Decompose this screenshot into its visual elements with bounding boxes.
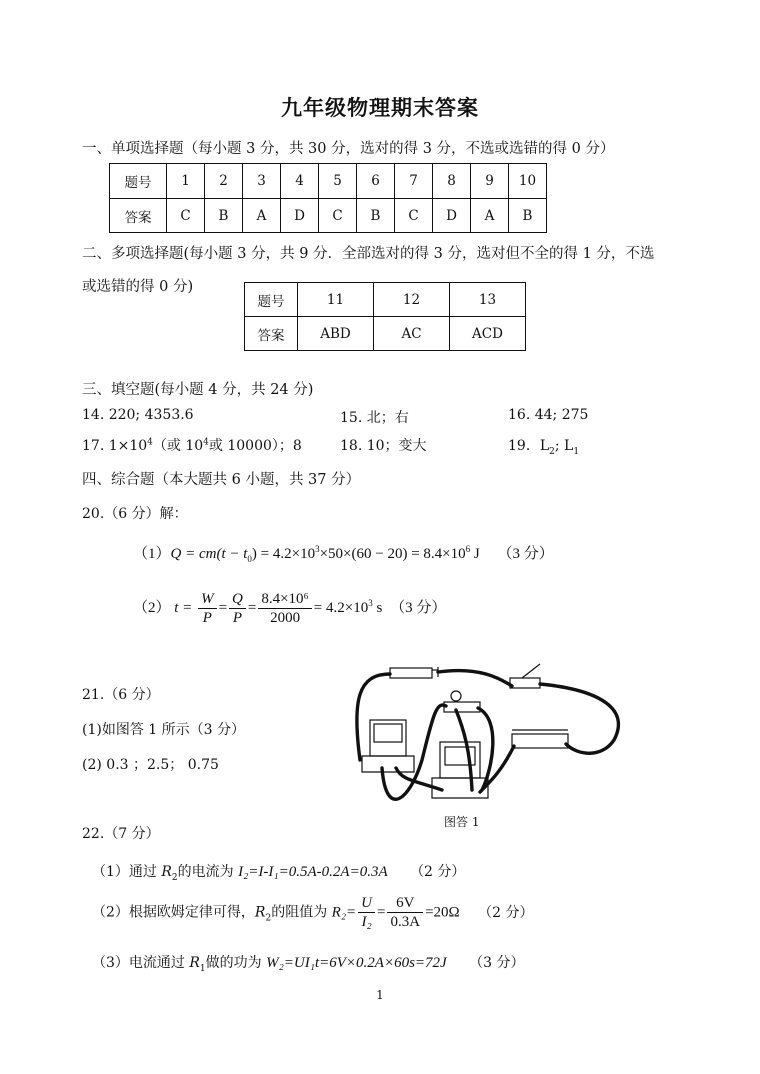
- formula-part: t =: [174, 599, 193, 616]
- q19-subscript: 1: [573, 446, 580, 457]
- table-row: [110, 164, 547, 199]
- formula-part: =20Ω: [425, 904, 460, 921]
- step-number: （1）: [133, 546, 171, 562]
- table-row: [110, 199, 547, 233]
- question-number-cell: 12: [374, 283, 450, 317]
- q21-part1: (1)如图答 1 所示（3 分）: [82, 722, 245, 738]
- section3-heading: 三、填空题(每小题 4 分，共 24 分): [82, 382, 314, 398]
- fraction-numerator: 6V: [387, 894, 423, 913]
- fraction: [387, 894, 423, 931]
- question-number-cell: 4: [281, 164, 319, 199]
- answer-cell: D: [433, 199, 471, 233]
- formula-part: ×50×(60 − 20) = 8.4×10: [319, 546, 466, 562]
- score-note: （3 分）: [497, 546, 554, 562]
- fraction: [198, 590, 217, 627]
- question-number-cell: 3: [243, 164, 281, 199]
- question-number-cell: 9: [471, 164, 509, 199]
- q20-label: 20.（6 分）解：: [82, 506, 188, 522]
- q20-step1: [133, 542, 554, 564]
- formula-subscript: 0: [247, 554, 252, 564]
- section1-heading: 一、单项选择题（每小题 3 分，共 30 分，选对的得 3 分，不选或选错的得 0 分）: [82, 141, 615, 157]
- row-label-number: 题号: [110, 164, 167, 199]
- fraction-numerator: 8.4×10⁶: [258, 590, 311, 609]
- fraction: [229, 590, 246, 627]
- formula: W₂=UI₁t=6V×0.2A×60s=72J: [266, 955, 447, 971]
- answer-cell: B: [509, 199, 547, 233]
- answer-q16: 16. 44; 275: [508, 407, 589, 423]
- text-part: （3）电流通过: [92, 955, 190, 971]
- q22-part1: [92, 861, 465, 883]
- section2-answer-table: [244, 282, 526, 351]
- q21-part2: (2) 0.3 ；2.5； 0.75: [82, 757, 219, 773]
- text-part: 的电流为: [177, 864, 239, 880]
- answer-cell: C: [319, 199, 357, 233]
- fraction: [258, 590, 311, 627]
- fraction-numerator: Q: [229, 590, 246, 609]
- fraction: [358, 894, 375, 931]
- section4-heading: 四、综合题（本大题共 6 小题，共 37 分）: [82, 472, 361, 488]
- score-note: （3 分）: [469, 955, 525, 971]
- answer-cell: B: [357, 199, 395, 233]
- q19-part: 19．L: [508, 438, 550, 454]
- fraction-numerator: U: [358, 894, 375, 913]
- question-number-cell: 5: [319, 164, 357, 199]
- answer-cell: C: [167, 199, 205, 233]
- q21-label: 21.（6 分）: [82, 687, 160, 703]
- fraction-denominator: 2000: [270, 610, 301, 626]
- page-number: 1: [376, 988, 384, 1002]
- score-note: （3 分）: [390, 599, 447, 616]
- answer-cell: A: [243, 199, 281, 233]
- table-row: [245, 317, 526, 351]
- answer-cell: C: [395, 199, 433, 233]
- q19-subscript: 2: [549, 446, 555, 457]
- question-number-cell: 11: [298, 283, 374, 317]
- section2-heading: 二、多项选择题(每小题 3 分，共 9 分．全部选对的得 3 分，选对但不全的得 1 分，不选: [82, 246, 655, 262]
- answer-cell: B: [205, 199, 243, 233]
- answer-cell: ACD: [450, 317, 526, 351]
- formula-part: R₂=: [331, 904, 357, 921]
- section1-answer-table: [109, 163, 547, 233]
- q19-part: ; L: [554, 438, 574, 454]
- answer-q17: [82, 435, 302, 455]
- question-number-cell: 6: [357, 164, 395, 199]
- fraction-denominator: I₂: [361, 914, 372, 930]
- answer-q14: 14. 220; 4353.6: [82, 407, 194, 423]
- fraction-denominator: P: [232, 610, 243, 626]
- circuit-diagram-figure: [352, 660, 634, 832]
- rheostat-icon: [512, 734, 568, 748]
- page-title: 九年级物理期末答案: [281, 95, 479, 120]
- symbol: R: [254, 904, 266, 921]
- battery-icon: [390, 668, 432, 678]
- q17-part: 或 10000）；8: [208, 438, 302, 454]
- question-number-cell: 10: [509, 164, 547, 199]
- q17-part: 17. 1×10: [82, 438, 148, 454]
- step-number: （2）: [133, 599, 171, 616]
- switch-icon: [510, 678, 540, 688]
- formula-unit: s: [372, 599, 383, 616]
- formula-part: ) = 4.2×10: [251, 546, 316, 562]
- score-note: （2 分）: [478, 904, 534, 921]
- q17-exponent: 4: [203, 437, 209, 448]
- figure-caption: 图答 1: [444, 815, 480, 829]
- q17-exponent: 4: [147, 437, 153, 448]
- text-part: （2）根据欧姆定律可得，: [92, 904, 255, 921]
- row-label-answer: 答案: [245, 317, 298, 351]
- section2-heading-cont: 或选错的得 0 分): [82, 279, 194, 295]
- row-label-number: 题号: [245, 283, 298, 317]
- question-number-cell: 8: [433, 164, 471, 199]
- text-part: 做的功为: [205, 955, 267, 971]
- formula: I₂=I-I₁=0.5A-0.2A=0.3A: [238, 864, 388, 880]
- fraction-numerator: W: [198, 590, 217, 609]
- answer-cell: AC: [374, 317, 450, 351]
- formula-unit: J: [470, 546, 480, 562]
- answer-q19: [508, 435, 579, 457]
- formula-part: Q = cm(t − t: [170, 546, 248, 562]
- table-row: [245, 283, 526, 317]
- symbol-subscript: 2: [171, 872, 178, 883]
- answer-cell: A: [471, 199, 509, 233]
- symbol: R: [189, 955, 200, 971]
- formula-exponent: 3: [315, 544, 320, 554]
- answer-cell: D: [281, 199, 319, 233]
- fraction-denominator: P: [202, 610, 212, 626]
- answer-cell: ABD: [298, 317, 374, 351]
- resistor-icon: [444, 702, 480, 712]
- fraction-denominator: 0.3A: [390, 914, 421, 930]
- q17-part: （或 10: [152, 438, 204, 454]
- text-part: （1）通过: [92, 864, 162, 880]
- q22-part2: （2）根据欧姆定律可得，$R_2$的阻值为 R₂= $\frac{U}{\text{I₂}}$ = $\frac{6V}{0.3A}$ =20Ω （2 分）: [92, 895, 534, 930]
- symbol-subscript: 1: [199, 963, 206, 974]
- formula-exponent: 3: [368, 597, 373, 608]
- ammeter-icon: [370, 720, 406, 756]
- row-label-answer: 答案: [110, 199, 167, 233]
- q22-part3: [92, 952, 525, 974]
- formula-exponent: 6: [465, 544, 471, 554]
- symbol-subscript: 2: [265, 913, 272, 924]
- q22-label: 22.（7 分）: [82, 826, 160, 842]
- q20-step2: （2） t = $\frac{W}{P}$ = $\frac{Q}{P}$ = $\frac{\text{8.4×10⁶}}{2000}$ = $4.2\times 10^3$ s （3 分）: [133, 591, 447, 626]
- question-number-cell: 7: [395, 164, 433, 199]
- answer-q15: 15. 北；右: [340, 410, 409, 426]
- question-number-cell: 1: [167, 164, 205, 199]
- score-note: （2 分）: [410, 864, 466, 880]
- symbol: R: [161, 864, 172, 880]
- text-part: 的阻值为: [271, 904, 332, 921]
- answer-q18: 18. 10；变大: [340, 438, 427, 454]
- question-number-cell: 2: [205, 164, 243, 199]
- question-number-cell: 13: [450, 283, 526, 317]
- formula-part: = 4.2×10: [313, 599, 369, 616]
